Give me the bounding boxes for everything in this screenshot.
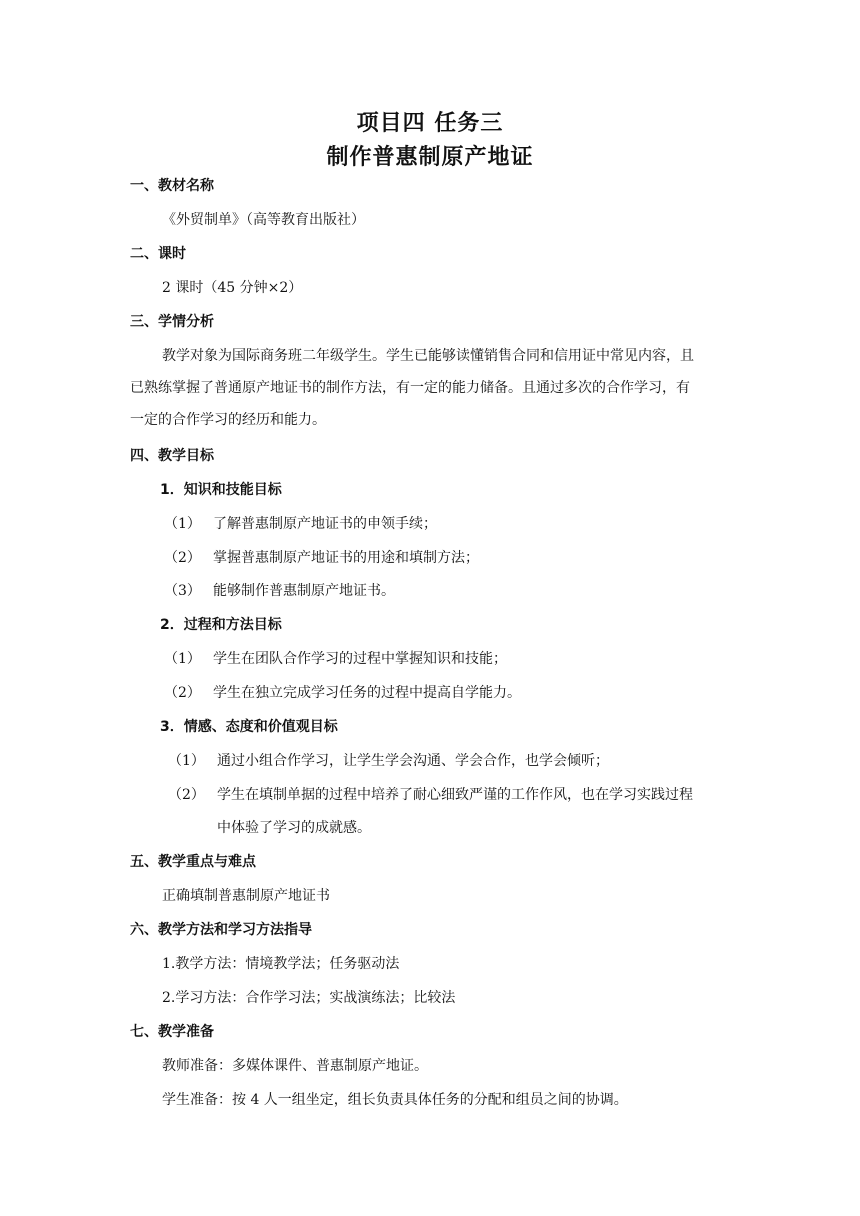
method-line: 2.学习方法：合作学习法；实战演练法；比较法	[162, 990, 456, 1006]
list-item-number: （1）	[164, 516, 201, 532]
list-item-number: （2）	[164, 550, 201, 566]
preparation-line: 教师准备：多媒体课件、普惠制原产地证。	[162, 1058, 428, 1074]
section-heading: 七、教学准备	[130, 1024, 214, 1040]
list-item-number: （2）	[168, 787, 205, 803]
section-text: 2 课时（45 分钟×2）	[162, 280, 303, 296]
section-heading: 二、课时	[130, 246, 186, 262]
list-item-text: 学生在填制单据的过程中培养了耐心细致严谨的工作作风，也在学习实践过程	[217, 787, 693, 803]
section-text: 《外贸制单》（高等教育出版社）	[162, 212, 365, 228]
section-heading: 三、学情分析	[130, 314, 214, 330]
list-item-text: 能够制作普惠制原产地证书。	[213, 583, 395, 599]
list-item-text: 学生在团队合作学习的过程中掌握知识和技能；	[213, 651, 507, 667]
list-item-text: 通过小组合作学习，让学生学会沟通、学会合作，也学会倾听；	[217, 753, 609, 769]
method-line: 1.教学方法：情境教学法；任务驱动法	[162, 956, 400, 972]
subsection-heading: 2．过程和方法目标	[160, 617, 282, 633]
section-heading: 一、教材名称	[130, 178, 214, 194]
list-item-continuation: 中体验了学习的成就感。	[217, 820, 371, 836]
document-title-line2: 制作普惠制原产地证	[326, 145, 534, 170]
list-item-number: （1）	[164, 651, 201, 667]
section-heading: 六、教学方法和学习方法指导	[130, 922, 312, 938]
paragraph-line: 教学对象为国际商务班二年级学生。学生已能够读懂销售合同和信用证中常见内容，且	[162, 348, 694, 364]
section-heading: 五、教学重点与难点	[130, 854, 256, 870]
preparation-line: 学生准备：按 4 人一组坐定，组长负责具体任务的分配和组员之间的协调。	[162, 1092, 628, 1108]
document-title-line1: 项目四 任务三	[356, 111, 504, 136]
list-item-number: （3）	[164, 583, 201, 599]
list-item-number: （1）	[168, 753, 205, 769]
section-heading: 四、教学目标	[130, 448, 214, 464]
list-item-number: （2）	[164, 685, 201, 701]
subsection-heading: 3．情感、态度和价值观目标	[160, 719, 338, 735]
list-item-text: 学生在独立完成学习任务的过程中提高自学能力。	[213, 685, 521, 701]
paragraph-line: 已熟练掌握了普通原产地证书的制作方法，有一定的能力储备。且通过多次的合作学习，有	[130, 380, 690, 396]
subsection-heading: 1．知识和技能目标	[160, 482, 282, 498]
paragraph-line: 一定的合作学习的经历和能力。	[130, 412, 326, 428]
list-item-text: 了解普惠制原产地证书的申领手续；	[213, 516, 437, 532]
section-text: 正确填制普惠制原产地证书	[162, 888, 330, 904]
list-item-text: 掌握普惠制原产地证书的用途和填制方法；	[213, 550, 479, 566]
